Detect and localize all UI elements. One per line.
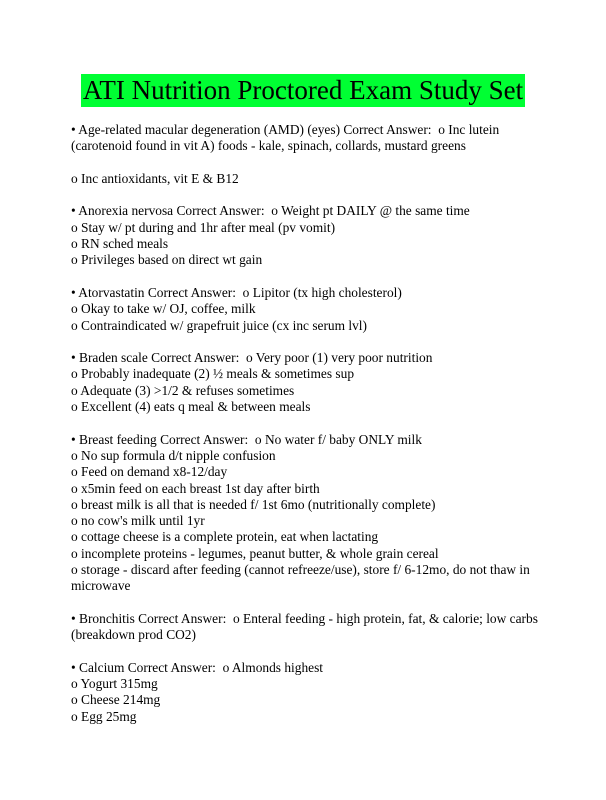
entry-answer-line: o Egg 25mg (71, 708, 137, 724)
entry-question-line: o Inc antioxidants, vit E & B12 (71, 170, 239, 186)
entry-answer-line: o Contraindicated w/ grapefruit juice (cx inc serum lvl) (71, 317, 367, 333)
entry-answer-line: o no cow's milk until 1yr (71, 513, 205, 529)
entry-answer-line: o Excellent (4) eats q meal & between meals (71, 399, 311, 415)
entry-answer-line: o Yogurt 315mg (71, 676, 158, 692)
entry-answer-line: o Adequate (3) >1/2 & refuses sometimes (71, 382, 295, 398)
study-entry (71, 660, 541, 725)
entry-answer-line: o Feed on demand x8-12/day (71, 464, 228, 480)
entry-answer-line: o No sup formula d/t nipple confusion (71, 447, 276, 463)
title-container (0, 74, 606, 107)
entry-answer-line: o breast milk is all that is needed f/ 1st 6mo (nutritionally complete) (71, 496, 436, 512)
entry-question-line: • Bronchitis Correct Answer: o Enteral feeding - high protein, fat, & calorie; low carbs (breakdown prod CO2) (71, 610, 542, 643)
study-entry (71, 611, 541, 644)
study-entry (71, 171, 541, 187)
entry-answer-line: o incomplete proteins - legumes, peanut butter, & whole grain cereal (71, 545, 439, 561)
entry-answer-line: o cottage cheese is a complete protein, eat when lactating (71, 529, 379, 545)
study-entry (71, 203, 541, 268)
entry-question-line: • Breast feeding Correct Answer: o No water f/ baby ONLY milk (71, 431, 422, 447)
entry-answer-line: o x5min feed on each breast 1st day after birth (71, 480, 320, 496)
entry-answer-line: o Okay to take w/ OJ, coffee, milk (71, 301, 256, 317)
entry-answer-line: o Stay w/ pt during and 1hr after meal (pv vomit) (71, 219, 336, 235)
study-set-content (71, 122, 541, 741)
entry-answer-line: o RN sched meals (71, 236, 169, 252)
entry-answer-line: o Privileges based on direct wt gain (71, 252, 263, 268)
entry-question-line: • Age-related macular degeneration (AMD) (eyes) Correct Answer: o Inc lutein (carotenoid found in vit A) foods - kale, spinach, collards, mustard greens (71, 122, 503, 154)
study-entry (71, 350, 541, 415)
entry-question-line: • Braden scale Correct Answer: o Very poor (1) very poor nutrition (71, 350, 433, 366)
entry-answer-line: o Probably inadequate (2) ½ meals & sometimes sup (71, 366, 355, 382)
entry-question-line: • Atorvastatin Correct Answer: o Lipitor (tx high cholesterol) (71, 284, 402, 300)
entry-answer-line: o Cheese 214mg (71, 692, 161, 708)
entry-answer-line: o storage - discard after feeding (cannot refreeze/use), store f/ 6-12mo, do not thaw in microwave (71, 562, 534, 594)
study-entry (71, 285, 541, 334)
entry-question-line: • Calcium Correct Answer: o Almonds highest (71, 659, 324, 675)
entry-question-line: • Anorexia nervosa Correct Answer: o Weight pt DAILY @ the same time (71, 203, 470, 219)
study-entry (71, 432, 541, 595)
study-entry (71, 122, 541, 155)
page-title: ATI Nutrition Proctored Exam Study Set (82, 75, 524, 105)
